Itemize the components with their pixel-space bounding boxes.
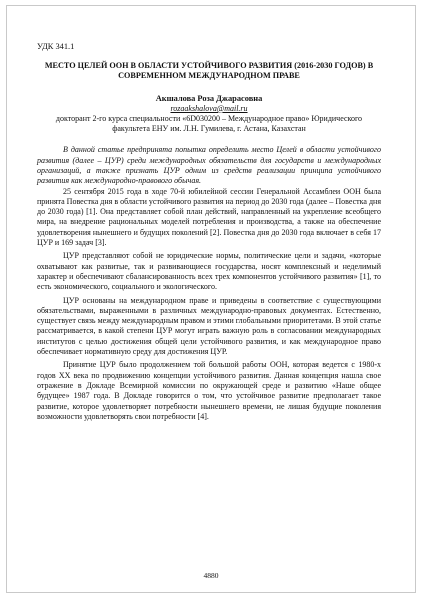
author-affiliation: докторант 2-го курса специальности «6D030200 – Международное право» Юридического факультета ЕНУ им. Л.Н. Гумилева, г. Астана, Казахстан	[55, 113, 363, 134]
paragraph-3: ЦУР основаны на международном праве и приведены в соответствие с существующими обязательствами, выраженными в различных международно-правовых документах. Естественно, существует связь между международным правом и этими глобальными приоритетами. В этой статье рассматривается, в какой степени ЦУР могут играть важную роль в согласовании международных институтов с целью достижения общей цели устойчивого развития, и как международное право обеспечивает нормативную среду для достижения ЦУР.	[37, 295, 381, 357]
udk-code: УДК 341.1	[37, 42, 75, 51]
paragraph-4: Принятие ЦУР было продолжением той большой работы ООН, которая ведется с 1980-х годов XX века по продвижению концепции устойчивого развития. Данная концепция нашла свое отражение в Докладе Всемирной комиссии по окружающей среде и развитию «Наше общее будущее» 1987 года. В Докладе говорится о том, что устойчивое развитие предполагает такое развитие, которое удовлетворяет потребности нынешнего времени, не лишая будущие поколения возможности удовлетворять свои потребности [4].	[37, 360, 381, 421]
page-number: 4880	[203, 571, 219, 580]
document-page	[6, 5, 416, 593]
paragraph-1: 25 сентября 2015 года в ходе 70-й юбилейной сессии Генеральной Ассамблеи ООН была принята Повестка дня в области устойчивого развития на период до 2030 года (далее – Повестка дня до 2030 года) [1]. Она представляет собой план действий, направленный на укрепление всеобщего мира, на внедрение рациональных моделей потребления и производства, а также на обеспечение удовлетворения нынешнего и будущих поколений [2]. Повестка дня до 2030 года включает в себя 17 ЦУР и 169 задач [3].	[37, 186, 381, 248]
article-title: МЕСТО ЦЕЛЕЙ ООН В ОБЛАСТИ УСТОЙЧИВОГО РАЗВИТИЯ (2016-2030 ГОДОВ) В СОВРЕМЕННОМ МЕЖДУНАРОДНОМ ПРАВЕ	[44, 61, 374, 81]
page-content	[37, 42, 381, 422]
author-email: rozaakshalova@mail.ru	[170, 103, 248, 113]
abstract: В данной статье предпринята попытка определить место Целей в области устойчивого развития (далее – ЦУР) среди международных обязательств для государств и международных организаций, а также признать ЦУР одним из средств реализации принципа устойчивого развития как международно-правового обычая.	[37, 145, 381, 186]
paragraph-2: ЦУР представляют собой не юридические нормы, политические цели и задачи, «которые охватывают как развитые, так и развивающиеся государства, носят комплексный и неделимый характер и обеспечивают сбалансированность всех трех компонентов устойчивого развития» [1], то есть экономического, социального и экологического.	[37, 251, 381, 292]
author-name: Акшалова Роза Джарасовна	[155, 93, 263, 103]
